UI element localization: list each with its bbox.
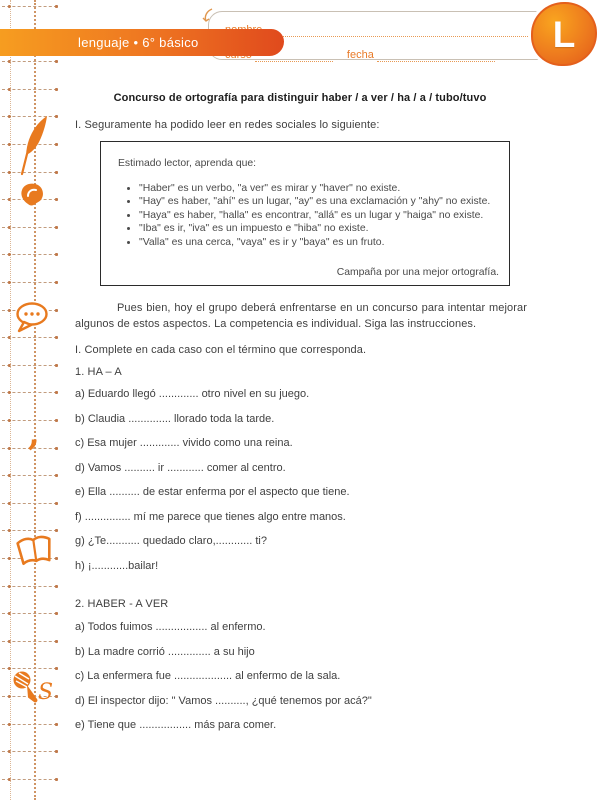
exercise-item: c) Esa mujer ............. vivido como una reina. [75,437,293,449]
date-label: fecha [346,49,374,61]
exercise-item: c) La enfermera fue ................... al enfermo de la sala. [75,670,341,682]
notice-bullet: • "Hay" es haber, "ahí" es un lugar, "ay" es una exclamación y "ahy" no existe. [139,197,490,207]
exercise-item: g) ¿Te........... quedado claro,............ ti? [75,535,267,547]
exercise-item: b) La madre corrió .............. a su hijo [75,645,255,658]
notice-bullet: • "Valla" es una cerca, "vaya" es ir y "baya" es un fruto. [139,238,490,248]
sidebar-pattern [0,0,62,800]
quill-icon [20,114,50,183]
section2-items [75,622,372,745]
instruction-line: I. Complete en cada caso con el término que corresponda. [75,344,367,356]
exercise-item: d) Vamos .......... ir ............ comer al centro. [75,461,286,474]
exercise-item: a) Eduardo llegó ............. otro nivel en su juego. [75,388,310,400]
ear-icon [20,183,45,211]
exercise-item: b) Claudia .............. llorado toda la tarde. [75,412,275,425]
notice-box [100,141,510,286]
speech-bubble-icon [15,302,50,338]
section1-heading: 1. HA – A [75,366,122,378]
exercise-item: e) Tiene que ................. más para comer. [75,719,277,731]
exercise-item: d) El inspector dijo: " Vamos .........., ¿qué tenemos por acá?" [75,694,372,707]
section2-heading: 2. HABER - A VER [75,598,169,610]
notice-bullet-list [115,184,490,251]
subject-logo-letter: L [552,13,576,55]
date-write-line [377,50,495,62]
section1-items [75,389,350,585]
open-book-icon [15,533,55,576]
subject-band-label: lenguaje • 6° básico [78,35,199,50]
notice-header: Estimado lector, aprenda que: [118,158,257,169]
exercise-item: e) Ella .......... de estar enferma por el aspecto que tiene. [75,486,350,498]
name-write-line [265,25,576,37]
comma-icon: , [28,414,40,454]
worksheet-title: Concurso de ortografía para distinguir haber / a ver / ha / a / tubo/tuvo [113,92,487,104]
corner-flourish [202,8,214,22]
exercise-item: h) ¡............bailar! [75,559,159,572]
notice-footer: Campaña por una mejor ortografía. [336,267,499,278]
intro-line: I. Seguramente ha podido leer en redes sociales lo siguiente: [75,119,380,131]
exercise-item: f) ............... mí me parece que tienes algo entre manos. [75,510,346,523]
intro-paragraph: Pues bien, hoy el grupo deberá enfrentarse en un concurso para intentar mejorar algunos de estos aspectos. La competencia es individual. Siga las instrucciones. [75,302,527,330]
subject-logo-badge [531,2,597,66]
notice-bullet: • "Haya" es haber, "halla" es encontrar, "allá" es un lugar y "haiga" no existe. [139,211,490,221]
notice-bullet: • "Iba" es ir, "iva" es un impuesto e "hiba" no existe. [139,224,490,234]
exercise-item: a) Todos fuimos ................. al enfermo. [75,621,266,633]
notice-bullet: • "Haber" es un verbo, "a ver" es mirar y "haver" no existe. [139,184,490,194]
subject-band [0,29,284,56]
microphone-icon [12,670,54,711]
s-flourish: S [38,680,54,705]
